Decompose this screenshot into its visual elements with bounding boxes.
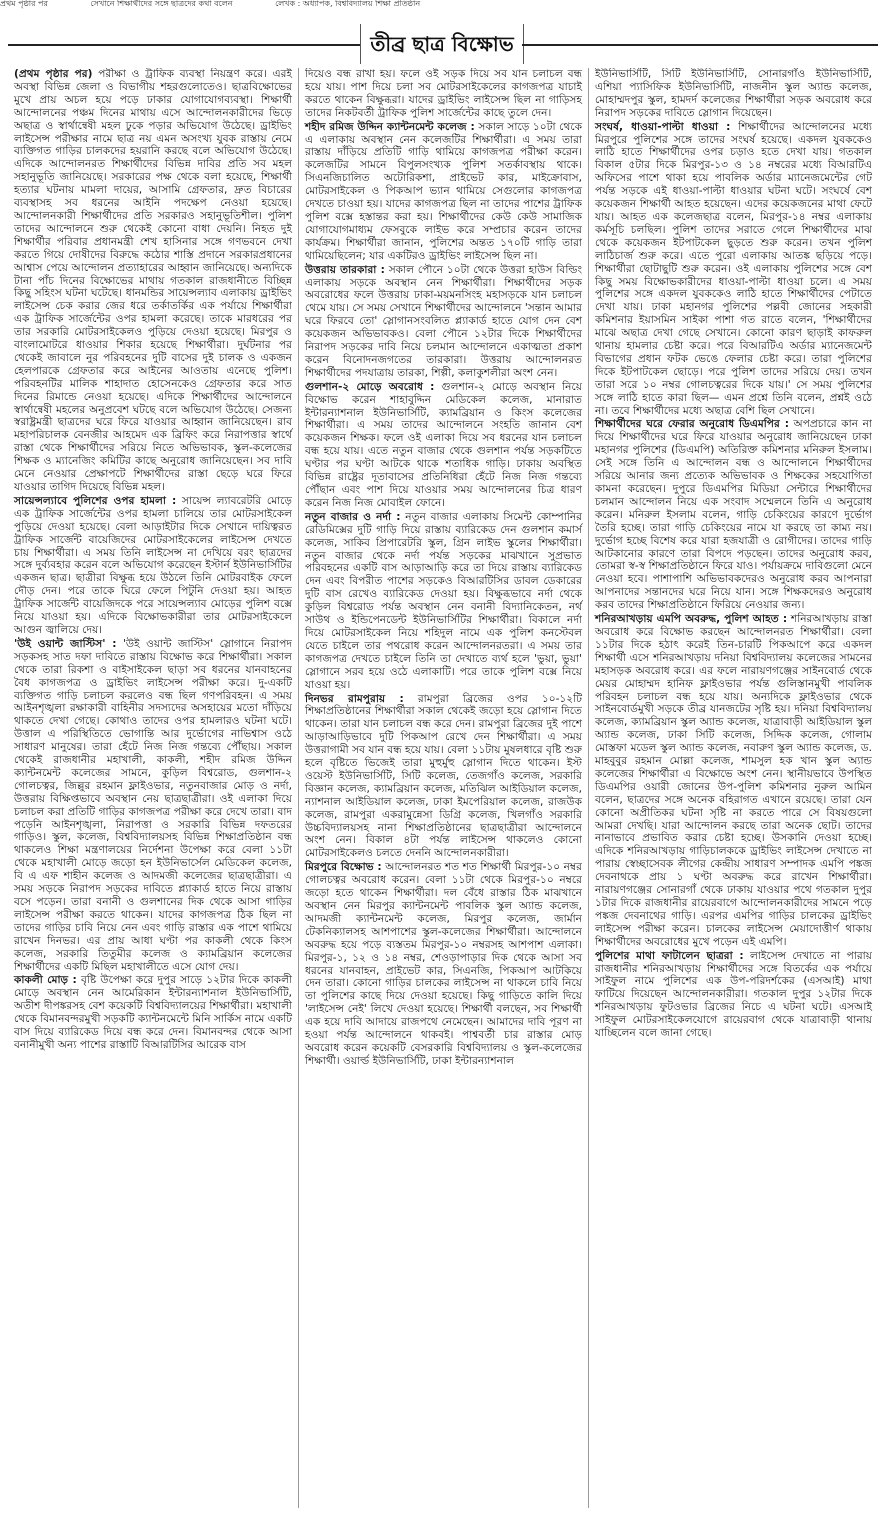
paragraph-text: আন্দোলনরত শত শত শিক্ষার্থী মিরপুর-১০ নম্বর গোলচত্বর অবরোধ করেন। বেলা ১১টা থেকে মিরপুর-১০ নম্বরে জড়ো হতে থাকেন শিক্ষার্থীরা। দল বেঁধে রাস্তার ঠিক মাঝখানে অবস্থান নেন মিরপুর ক্যান্টনমেন্ট পাবলিক স্কুল অ্যান্ড কলেজ, আদমজী ক্যান্টনমেন্ট কলেজ, মিরপুর কলেজ, জার্মান টেকনিক্যালসহ আশপাশের স্কুল-কলেজের শিক্ষার্থীরা। আন্দোলনে অবরুদ্ধ হয়ে পড়ে ব্যস্ততম মিরপুর-১০ নম্বরসহ আশপাশ এলাকা। মিরপুর-১, ১২ ও ১৪ নম্বর, শেওড়াপাড়ার দিক থেকে আসা সব ধরনের যানবাহন, প্রাইভেট কার, সিএনজি, পিকআপ আটকিয়ে দেন তারা। কোনো গাড়ির চালকের লাইসেন্স না থাকলে চাবি নিয়ে তা পুলিশের কাছে দিয়ে দেওয়া হয়েছে। কিছু গাড়িতে কালি দিয়ে 'লাইসেন্স নেই' লিখে দেওয়া হয়েছে। শিক্ষার্থী বলছেন, সব শিক্ষার্থী এক হয়ে দাবি আদায়ে রাজপথে নেমেছেন। আমাদের দাবি পূরণ না হওয়া পর্যন্ত আন্দোলনে থাকবই। পাশ্ববর্তী চার রাস্তার মোড় অবরোধ করেন কয়েকটি বেসরকারি বিশ্ববিদ্যালয় ও স্কুল-কলেজের শিক্ষার্থী। ওয়ার্ল্ড ইউনিভার্সিটি, ঢাকা ইন্টারন্যাশনাল <box>305 861 582 1067</box>
subheading: সায়েন্সল্যাবে পুলিশের ওপর হামলা : <box>14 494 177 507</box>
article-paragraph <box>305 381 582 510</box>
subheading: শিক্ষার্থীদের ঘরে ফেরার অনুরোধ ডিএমপির : <box>595 418 789 431</box>
top-strip-text: সেখানে শিক্ষার্থীদের সঙ্গে ছাত্রদের কথা বলেন <box>90 0 233 8</box>
subheading: দিনভর রামপুরায় : <box>305 692 404 705</box>
paragraph-text: পরীক্ষা ও ট্রাফিক ব্যবস্থা নিয়ন্ত্রণ করে। এরই অবস্থা বিভিন্ন জেলা ও বিভাগীয় শহরগুলোতেও। ছাত্রবিক্ষোভের মুখে প্রায় অচল হয়ে পড়ে ঢাকার যোগাযোগব্যবস্থা। শিক্ষার্থী আন্দোলনের পঞ্চম দিনের মাথায় এসে আন্দোলনকারীদের ভিড়ে অছাত্র ও স্বার্থান্বেষী মহল ঢুকে পড়ার অভিযোগ উঠেছে। ড্রাইভিং লাইসেন্স পরীক্ষার নামে ছাত্র নয় এমন অসংখ্য যুবক রাস্তায় নেমে ব্যক্তিগত গাড়ির চালকদের হয়রানি করছে বলে অভিযোগ উঠেছে। এদিকে আন্দোলনরত শিক্ষার্থীদের বিভিন্ন দাবির প্রতি সব মহল সহানুভূতি জানিয়েছে। সরকারের পক্ষ থেকে বলা হয়েছে, শিক্ষার্থী হত্যার ঘটনায় মামলা দায়ের, আসামি গ্রেফতার, দ্রুত বিচারের ব্যবস্থাসহ সব ধরনের আইনি পদক্ষেপ নেওয়া হয়েছে। আন্দোলনকারী শিক্ষার্থীদের প্রতি সরকারও সহানুভূতিশীল। পুলিশ তাদের আন্দোলনে শুরু থেকেই কোনো বাধা দেয়নি। নিহত দুই শিক্ষার্থীর পরিবার প্রধানমন্ত্রী শেখ হাসিনার সঙ্গে গণভবনে দেখা করতে গিয়ে দোষীদের বিরুদ্ধে কঠোর শাস্তি প্রদানে সরকারপ্রধানের আশ্বাস পেয়ে আন্দোলন প্রত্যাহারের আহ্বান জানিয়েছে। অন্যদিকে টানা পাঁচ দিনের বিক্ষোভের মাথায় গতকাল রাজধানীতে বিচ্ছিন্ন কিছু সহিংস ঘটনা ঘটেছে। ধানমন্ডির সায়েন্সল্যাব এলাকায় ড্রাইভিং লাইসেন্স চেক করার জের ধরে তর্কাতর্কির এক পর্যায়ে শিক্ষার্থীরা এক ট্রাফিক সার্জেন্টের ওপর হামলা করেছে। তাকে মারধরের পর তার সরকারি মোটরসাইকেলও পুড়িয়ে দেওয়া হয়েছে। মিরপুর ও বাংলামোটরে ধাওয়ার শিকার হয়েছে শিক্ষার্থীরা। দুর্ঘটনার পর থেকেই জাবালে নুর পরিবহনের দুটি বাসের দুই চালক ও একজন হেলপারকে গ্রেফতার করে আইনের আওতায় এনেছে পুলিশ। পরিবহনটির মালিক শাহাদাত হোসেনকেও গ্রেফতার করে সাত দিনের রিমান্ডে নেওয়া হয়েছে। এদিকে শিক্ষার্থীদের আন্দোলনে স্বার্থান্বেষী মহলের অনুপ্রবেশ ঘটছে বলে অভিযোগ উঠেছে। সেজন্য স্বরাষ্ট্রমন্ত্রী ছাত্রদের ঘরে ফিরে যাওয়ার আহ্বান জানিয়েছেন। রাব মহাপরিচালক বেনজীর আহমেদ এক ব্রিফিং করে নিরাপত্তার স্বার্থে রাস্তা থেকে শিক্ষার্থীদের সরিয়ে নিতে অভিভাবক, স্কুল-কলেজের শিক্ষক ও ম্যানেজিং কমিটির কাছে অনুরোধ জানিয়েছেন। সব দাবি মেনে নেওয়ার প্রেক্ষাপটে শিক্ষার্থীদের রাস্তা ছেড়ে ঘরে ফিরে যাওয়ার তাগিদ দিয়েছে বিভিন্ন মহল। <box>14 68 292 493</box>
paragraph-text: গুলশান-২ মোড়ে অবস্থান নিয়ে বিক্ষোভ করেন শাহাবুদ্দিন মেডিকেল কলেজ, মানারাত ইন্টারন্যাশনাল ইউনিভার্সিটি, ক্যামব্রিয়ান ও কিংস কলেজের শিক্ষার্থীরা। এ সময় তাদের আন্দোলনে সংহতি জানান বেশ কয়েকজন শিক্ষক। ফলে ওই এলাকা দিয়ে সব ধরনের যান চলাচল বন্ধ হয়ে যায়। এতে নতুন বাজার থেকে গুলশান পর্যন্ত সড়কটিতে ঘণ্টার পর ঘণ্টা আটকে থাকে শতাধিক গাড়ি। ঢাকায় অবস্থিত বিভিন্ন রাষ্ট্রের দূতাবাসের প্রতিনিধিরা হেঁটে নিজ নিজ গন্তব্যে পৌঁছান এবং পাশ দিয়ে যাওয়ার সময় আন্দোলনের চিত্র ধারণ করেন নিজ নিজ মোবাইল ফোনে। <box>305 380 583 509</box>
top-strip-text: লেখক : অধ্যাপক, বিশ্ববিদ্যালয় শিক্ষা প্রতিষ্ঠান <box>275 0 421 8</box>
subheading: গুলশান-২ মোড়ে অবরোধ : <box>305 380 435 393</box>
paragraph-text: 'উই ওয়ান্ট জাস্টিস' স্লোগানে নিরাপদ সড়কসহ সাত দফা দাবিতে রাস্তায় বিক্ষোভ করে শিক্ষার্থীরা। সকাল থেকে তারা রিকশা ও বাইসাইকেল ছাড়া সব ধরনের যানবাহনের বৈধ কাগজপত্র ও ড্রাইভিং লাইসেন্স পরীক্ষা করে। দু-একটি ব্যক্তিগত গাড়ি চলাচল করলেও বন্ধ ছিল গণপরিবহন। এ সময় আইনশৃঙ্খলা রক্ষাকারী বাহিনীর সদস্যদের অসহায়ের মতো দাঁড়িয়ে থাকতে দেখা গেছে। কোথাও তাদের ওপর হামলারও ঘটনা ঘটে। উত্তাল এ পরিস্থিতিতে ভোগান্তি আর দুর্ভোগের নাভিশ্বাস ওঠে সাধারণ মানুষের। তারা হেঁটে নিজ নিজ গন্তব্যে পৌঁছায়। সকাল থেকেই রাজধানীর মহাখালী, কাকলী, শহীদ রমিজ উদ্দিন ক্যান্টনমেন্ট কলেজের সামনে, কুড়িল বিশ্বরোড, গুলশান-২ গোলচত্বর, জিল্লুর রহমান ফ্লাইওভার, নতুনবাজার মোড় ও নর্দা, উত্তরায় বিক্ষিপ্তভাবে অবস্থান নেয় ছাত্রছাত্রীরা। ওই এলাকা দিয়ে চলাচল করা প্রতিটি গাড়ির কাগজপত্র পরীক্ষা করে দেখে তারা। বাদ পড়েনি আইনশৃঙ্খলা, নিরাপত্তা ও সরকারি বিভিন্ন দফতরের গাড়িও। স্কুল, কলেজ, বিশ্ববিদ্যালয়সহ বিভিন্ন শিক্ষাপ্রতিষ্ঠান বন্ধ থাকলেও শিক্ষা মন্ত্রণালয়ের নির্দেশনা উপেক্ষা করে বেলা ১১টা থেকে মহাখালী মোড়ে জড়ো হন ইউনিভার্সেল মেডিকেল কলেজ, বি এ এফ শাহীন কলেজ ও আদমজী কলেজের ছাত্রছাত্রীরা। এ সময় সড়কে নিরাপদ সড়কের দাবিতে প্ল্যাকার্ড হাতে নিয়ে রাস্তায় বসে পড়েন। তারা বনানী ও গুলশানের দিক থেকে আসা গাড়ির লাইসেন্স পরীক্ষা করতে থাকেন। যাদের কাগজপত্র ঠিক ছিল না তাদের গাড়ির চাবি নিয়ে নেন এবং গাড়ি রাস্তার এক পাশে থামিয়ে রাখেন দিনভর। এর প্রায় আধা ঘণ্টা পর কাকলী থেকে কিংস কলেজ, সরকারি তিতুমীর কলেজ ও ক্যামব্রিয়ান কলেজের শিক্ষার্থীদের একটি মিছিল মহাখালীতে এসে যোগ দেয়। <box>14 637 292 973</box>
subheading: শনিরআখড়ায় এমপি অবরুদ্ধ, পুলিশ আহত : <box>595 613 788 626</box>
article-column-1 <box>8 68 298 1508</box>
headline-bar <box>0 24 885 64</box>
article-paragraph <box>595 950 872 1040</box>
cropped-top-strip <box>0 0 885 9</box>
article-paragraph <box>595 418 872 612</box>
article-paragraph <box>14 638 292 974</box>
subheading: কাকলী মোড় : <box>14 974 77 987</box>
subheading: উত্তরায় তারকারা : <box>305 263 385 276</box>
subheading: মিরপুরে বিক্ষোভ : <box>305 861 382 874</box>
article-paragraph <box>305 121 582 263</box>
subheading: শহীদ রমিজ উদ্দিন ক্যান্টনমেন্ট কলেজ : <box>305 120 475 133</box>
article-paragraph <box>305 511 582 692</box>
headline-rule-left <box>8 44 360 46</box>
subheading: (প্রথম পৃষ্ঠার পর) <box>14 68 93 80</box>
paragraph-text: সকাল সাড়ে ১০টা থেকে এ এলাকায় অবস্থান নেন কলেজটির শিক্ষার্থীরা। এ সময় তারা রাস্তায় দাঁড়িয়ে প্রতিটি গাড়ি থামিয়ে কাগজপত্র পরীক্ষা করেন। কলেজটির সামনে বিপুলসংখ্যক পুলিশ সতর্কাবস্থায় থাকে। সিএনজিচালিত অটোরিকশা, প্রাইভেট কার, মাইক্রোবাস, মোটরসাইকেল ও পিকআপ ভ্যান থামিয়ে সেগুলোর কাগজপত্র দেখতে চাওয়া হয়। যাদের কাগজপত্র ছিল না তাদের পাশের ট্রাফিক পুলিশ বক্সে হস্তান্তর করা হয়। শিক্ষার্থীদের কেউ কেউ সামাজিক যোগাযোগমাধ্যম ফেসবুকে লাইভ করে সম্প্রচার করেন তাদের কার্যক্রম। শিক্ষার্থীরা জানান, পুলিশের অন্তত ১৭০টি গাড়ি তারা থামিয়েছিলেন; যার একটিরও ড্রাইভিং লাইসেন্স ছিল না। <box>305 120 582 262</box>
top-strip-text: প্রথম পৃষ্ঠার পর <box>0 0 48 8</box>
paragraph-text: রামপুরা ব্রিজের ওপর ১০-১২টি শিক্ষাপ্রতিষ্ঠানের শিক্ষার্থীরা সকাল থেকেই জড়ো হয়ে স্লোগান দিতে থাকেন। তারা যান চলাচল বন্ধ করে দেন। রামপুরা ব্রিজের দুই পাশে আড়াআড়িভাবে দুটি পিকআপ রেখে দেন শিক্ষার্থীরা। এ সময় উত্তরাগামী সব যান বন্ধ হয়ে যায়। বেলা ১১টায় মুষলধারে বৃষ্টি শুরু হলে বৃষ্টিতে ভিজেই তারা মুহুর্মুহু স্লোগান দিতে থাকেন। ইস্ট ওয়েস্ট ইউনিভার্সিটি, সিটি কলেজ, তেজগাঁও কলেজ, সরকারি বিজ্ঞান কলেজ, ক্যামব্রিয়ান কলেজ, মতিঝিল আইডিয়াল কলেজ, ন্যাশনাল আইডিয়াল কলেজ, ঢাকা ইমপেরিয়াল কলেজ, রাজউক কলেজ, রামপুরা একরামুন্নেসা ডিগ্রি কলেজ, খিলগাঁও সরকারি উচ্চবিদ্যালয়সহ নানা শিক্ষাপ্রতিষ্ঠানের ছাত্রছাত্রীরা আন্দোলনে অংশ নেন। বিকাল ৪টা পর্যন্ত লাইসেন্স থাকলেও কোনো মোটরসাইকেলও চলতে দেননি আন্দোলনকারীরা। <box>305 692 582 860</box>
article-paragraph <box>595 121 872 418</box>
article-body <box>8 68 878 1508</box>
subheading: নতুন বাজার ও নর্দা : <box>305 510 401 523</box>
subheading: সংঘর্ষ, ধাওয়া-পাল্টা ধাওয়া : <box>595 120 731 133</box>
paragraph-text: সকাল পৌনে ১০টা থেকে উত্তরা হাউস বিল্ডিং এলাকায় সড়কে অবস্থান নেন শিক্ষার্থীরা। শিক্ষার্থীদের সড়ক অবরোধের ফলে উত্তরায় ঢাকা-ময়মনসিংহ মহাসড়কে যান চলাচল থেমে যায়। সে সময় সেখানে শিক্ষার্থীদের আন্দোলনে 'সন্তান আমার ঘরে ফিরবে তো' স্লোগানসংবলিত প্ল্যাকার্ড হাতে যোগ দেন বেশ কয়েকজন অভিভাবকও। বেলা পৌনে ১২টার দিকে শিক্ষার্থীদের নিরাপদ সড়কের দাবি নিয়ে চলমান আন্দোলনে একাত্মতা প্রকাশ করেন বিনোদনজগতের তারকারা। উত্তরায় আন্দোলনরত শিক্ষার্থীদের পদযাত্রায় তারকা, শিল্পী, কলাকুশলীরা অংশ নেন। <box>305 263 583 379</box>
paragraph-text: শনিরআখড়ায় রাস্তা অবরোধ করে বিক্ষোভ করছেন আন্দোলনরত শিক্ষার্থীরা। বেলা ১১টার দিকে হঠাৎ করেই তিন-চারটি পিকআপে করে একদল শিক্ষার্থী এসে শনিরআখড়ায় দনিয়া বিশ্ববিদ্যালয় কলেজের সামনের মহাসড়ক অবরোধ করে। এর ফলে নারায়ণগঞ্জের সাইনবোর্ড থেকে মেয়র মোহাম্মদ হানিফ ফ্লাইওভার পর্যন্ত গুলিস্তানমুখী পাবলিক পরিবহন চলাচল বন্ধ হয়ে যায়। অন্যদিকে ফ্লাইওভার থেকে সাইনবোর্ডমুখী সড়কে তীব্র যানজটের সৃষ্টি হয়। দনিয়া বিশ্ববিদ্যালয় কলেজ, ক্যামব্রিয়ান স্কুল অ্যান্ড কলেজ, যাত্রাবাড়ী আইডিয়াল স্কুল অ্যান্ড কলেজ, ঢাকা সিটি কলেজ, সিদ্দিক কলেজ, গোলাম মোস্তফা মডেল স্কুল অ্যান্ড কলেজ, নবারুণ স্কুল অ্যান্ড কলেজ, ড. মাহবুবুর রহমান মোল্লা কলেজ, শামসুল হক খান স্কুল অ্যান্ড কলেজের শিক্ষার্থীরা এ বিক্ষোভে অংশ নেন। স্থানীয়ভাবে উপস্থিত ডিএমপির ওয়ারী জোনের উপ-পুলিশ কমিশনার নুরুল আমিন বলেন, ছাত্রদের সঙ্গে অনেক বহিরাগত এখানে রয়েছে। তারা যেন কোনো অপ্রীতিকর ঘটনা সৃষ্টি না করতে পারে সে বিষয়গুলো আমরা দেখছি। যারা আন্দোলন করছে তারা অনেক ছোট। তাদের নানাভাবে প্রভাবিত করার চেষ্টা হচ্ছে। উসকানি দেওয়া হচ্ছে। এদিকে শনিরআখড়ায় গাড়িচালককে ড্রাইভিং লাইসেন্স দেখাতে না পারায় স্বেচ্ছাসেবক লীগের কেন্দ্রীয় সাধারণ সম্পাদক এমপি পঙ্কজ দেবনাথকে প্রায় ১ ঘণ্টা অবরুদ্ধ করে রাখেন শিক্ষার্থীরা। নারায়ণগঞ্জের সোনারগাঁ থেকে ঢাকায় যাওয়ার পথে গতকাল দুপুর ১টার দিকে রাজধানীর রায়েরবাগে আন্দোলনকারীদের সামনে পড়ে পঙ্কজ দেবনাথের গাড়ি। এরপর এমপির গাড়ির চালকের ড্রাইভিং লাইসেন্স পরীক্ষা করেন। চালকের লাইসেন্স মেয়াদোত্তীর্ণ থাকায় শিক্ষার্থীদের অবরোধের মুখে পড়েন এই এমপি। <box>595 613 872 948</box>
paragraph-text: দিয়েও বন্ধ রাখা হয়। ফলে ওই সড়ক দিয়ে সব যান চলাচল বন্ধ হয়ে যায়। পাশ দিয়ে চলা সব মোটরসাইকেলের কাগজপত্র যাচাই করতে থাকেন বিক্ষুব্ধরা। যাদের ড্রাইভিং লাইসেন্স ছিল না গাড়িসহ তাদের নিকটবর্তী ট্রাফিক পুলিশ সার্জেন্টের কাছে তুলে দেন। <box>305 68 582 119</box>
article-paragraph <box>14 68 292 494</box>
paragraph-text: নতুন বাজার এলাকায় সিমেন্ট কোম্পানির রেডিমিক্সের দুটি গাড়ি দিয়ে রাস্তায় ব্যারিকেড দেন গুলশান কমার্স কলেজ, সাকিব প্রিপারেটরি স্কুল, গ্রিন লাইভ স্কুলের শিক্ষার্থীরা। নতুন বাজার থেকে নর্দা পর্যন্ত সড়কের মাঝখানে সুপ্রভাত পরিবহনের একটি বাস আড়াআড়ি করে তা দিয়ে রাস্তায় ব্যারিকেড দেন এবং বিপরীত পাশের সড়কেও বিআরটিসির ডাবল ডেকারের দুটি বাস রেখেও ব্যারিকেড দেওয়া হয়। বিক্ষুব্ধভাবে নর্দা থেকে কুড়িল বিশ্বরোড পর্যন্ত অবস্থান নেন বনানী বিদ্যানিকেতন, নর্থ সাউথ ও ইন্ডিপেনডেন্ট ইউনিভার্সিটির শিক্ষার্থীরা। বিকালে নর্দা দিয়ে মোটরসাইকেল নিয়ে শহিদুল নামে এক পুলিশ কনস্টেবল যেতে চাইলে তার পথরোধ করেন আন্দোলনরতরা। এ সময় তার কাগজপত্র দেখতে চাইলে তিনি তা দেখাতে ব্যর্থ হলে 'ভুয়া, ভুয়া' স্লোগানে সরব হয়ে ওঠে এলাকাটি। পরে তাকে পুলিশ বক্সে নিয়ে যাওয়া হয়। <box>305 510 582 691</box>
article-headline: তীব্র ছাত্র বিক্ষোভ <box>360 24 524 64</box>
article-paragraph <box>14 974 292 1051</box>
article-paragraph <box>305 861 582 1068</box>
paragraph-text: বৃষ্টি উপেক্ষা করে দুপুর সাড়ে ১২টার দিকে কাকলী মোড়ে অবস্থান নেন আমেরিকান ইন্টারন্যাশনাল ইউনিভার্সিটি, অতীশ দীপঙ্করসহ বেশ কয়েকটি বিশ্ববিদ্যালয়ের শিক্ষার্থীরা। মহাখালী থেকে বিমানবন্দরমুখী সড়কটি ক্যান্টনমেন্টে মিনি সার্কিস নামে একটি বাস দিয়ে ব্যারিকেড দিয়ে বন্ধ করে দেন। বিমানবন্দর থেকে আসা বনানীমুখী অন্য পাশের রাস্তাটি বিআরটিসির আরেক বাস <box>14 974 293 1051</box>
article-paragraph <box>305 264 582 380</box>
headline-rule-right <box>522 44 878 46</box>
article-paragraph <box>14 495 292 637</box>
paragraph-text: ইউনিভার্সিটি, সিটি ইউনিভার্সিটি, সোনারগাঁও ইউনিভার্সিটি, এশিয়া প্যাসিফিক ইউনিভার্সিটি, নাজনীন স্কুল অ্যান্ড কলেজ, মোহাম্মদপুর স্কুল, হামদর্দ কলেজের শিক্ষার্থীরা সড়ক অবরোধ করে নিরাপদ সড়কের দাবিতে স্লোগান দিয়েছেন। <box>595 68 872 119</box>
subheading: 'উই ওয়ান্ট জাস্টিস' : <box>14 637 117 650</box>
article-column-3 <box>588 68 878 1508</box>
paragraph-text: লাইসেন্স দেখাতে না পারায় রাজধানীর শনিরআখড়ায় শিক্ষার্থীদের সঙ্গে বিতর্কের এক পর্যায়ে সাইফুল নামে পুলিশের এক উপ-পরিদর্শকের (এসআই) মাথা ফাটিয়ে দিয়েছেন আন্দোলনকারীরা। গতকাল দুপুর ১২টার দিকে শনিরআখড়ায় ফুটওভার ব্রিজের নিচে এ ঘটনা ঘটে। এসআই সাইফুল মোটরসাইকেলযোগে রায়েরবাগ থেকে যাত্রাবাড়ী থানায় যাচ্ছিলেন বলে জানা গেছে। <box>595 949 872 1040</box>
article-paragraph <box>595 613 872 949</box>
article-column-2 <box>298 68 588 1508</box>
article-paragraph <box>595 68 872 120</box>
paragraph-text: শিক্ষার্থীদের আন্দোলনের মধ্যে মিরপুরে পুলিশের সঙ্গে তাদের সংঘর্ষ হয়েছে। একদল যুবককেও লাঠি হাতে শিক্ষার্থীদের ওপর চড়াও হতে দেখা যায়। গতকাল বিকাল ৫টার দিকে মিরপুর-১৩ ও ১৪ নম্বরের মধ্যে বিআরটিএ অফিসের পাশে থাকা হয়ে পাবলিক অর্ডার ম্যানেজমেন্টের গেট পর্যন্ত সড়কে এই ধাওয়া-পাল্টা ধাওয়ার ঘটনা ঘটে। সংঘর্ষে বেশ কয়েকজন শিক্ষার্থী আহত হয়েছেন। এদের কয়েকজনের মাথা ফেটে যায়। আহত এক কলেজছাত্র বলেন, মিরপুর-১৪ নম্বর এলাকায় কর্মসূচি চলছিল। পুলিশ তাদের সরাতে গেলে শিক্ষার্থীদের মাঝ থেকে কয়েকজন ইটপাটকেল ছুড়তে শুরু করেন। তখন পুলিশ লাঠিচার্জ শুরু করে। এতে পুরো এলাকায় আতঙ্ক ছড়িয়ে পড়ে। শিক্ষার্থীরা ছোটাছুটি শুরু করেন। ওই এলাকায় পুলিশের সঙ্গে বেশ কিছু সময় বিক্ষোভকারীদের ধাওয়া-পাল্টা ধাওয়া চলে। এ সময় পুলিশের সঙ্গে একদল যুবককেও লাঠি হাতে শিক্ষার্থীদের পেটাতে দেখা যায়। ঢাকা মহানগর পুলিশের পল্লবী জোনের সহকারী কমিশনার ইয়াসমিন সাইকা পাশা গত রাতে বলেন, 'শিক্ষার্থীদের মাঝে অছাত্র দেখা গেছে সেখানে। কোনো কারণ ছাড়াই কাফরুল থানায় হামলার চেষ্টা করে। পরে বিআরটিএ অর্ডার ম্যানেজমেন্ট বিভাগের প্রধান ফটক ভেঙে ফেলার চেষ্টা করে। তারা পুলিশের দিকে ইটপাটকেল ছোড়ে। পরে পুলিশ তাদের সরিয়ে দেয়। তখন তারা সরে ১০ নম্বর গোলচত্বরের দিকে যায়।' সে সময় পুলিশের সঙ্গে লাঠি হাতে কারা ছিল— এমন প্রশ্নে তিনি বলেন, প্রশ্নই ওঠে না। তবে শিক্ষার্থীদের মধ্যে অছাত্র বেশি ছিল সেখানে। <box>595 120 872 417</box>
subheading: পুলিশের মাথা ফাটালেন ছাত্ররা : <box>595 949 744 962</box>
article-paragraph <box>305 68 582 120</box>
paragraph-text: সায়েন্স ল্যাবরেটরি মোড়ে এক ট্রাফিক সার্জেন্টের ওপর হামলা চালিয়ে তার মোটরসাইকেল পুড়িয়ে দেওয়া হয়েছে। বেলা আড়াইটার দিকে সেখানে দায়িত্বরত ট্রাফিক সার্জেন্ট বায়েজিদের মোটরসাইকেলের লাইসেন্স দেখতে চায় শিক্ষার্থীরা। এ সময় তিনি লাইসেন্স না দেখিয়ে বরং ছাত্রদের সঙ্গে দুর্ব্যবহার করেন বলে অভিযোগ করেছেন ইস্টার্ন ইউনিভার্সিটির একজন ছাত্র। ছাত্রীরা বিক্ষুব্ধ হয়ে উঠলে তিনি মোটরবাইক ফেলে দৌড় দেন। পরে তাকে ঘিরে ফেলে পিটুনি দেওয়া হয়। আহত ট্রাফিক সার্জেন্ট বায়েজিদকে পরে সায়েন্সল্যাব মোড়ের পুলিশ বক্সে নিয়ে যাওয়া হয়। এদিকে বিক্ষোভকারীরা তার মোটরসাইকেলে আগুন জ্বালিয়ে দেয়। <box>14 494 292 636</box>
paragraph-text: অপপ্রচারে কান না দিয়ে শিক্ষার্থীদের ঘরে ফিরে যাওয়ার অনুরোধ জানিয়েছেন ঢাকা মহানগর পুলিশের (ডিএমপি) অতিরিক্ত কমিশনার মনিরুল ইসলাম। সেই সঙ্গে তিনি এ আন্দোলন বন্ধ ও আন্দোলনে শিক্ষার্থীদের সরিয়ে আনার জন্য প্রত্যেক অভিভাবক ও শিক্ষকের সহযোগিতা কামনা করেছেন। দুপুরে ডিএমপির মিডিয়া সেন্টারে শিক্ষার্থীদের চলমান আন্দোলন নিয়ে এক সংবাদ সম্মেলনে তিনি এ অনুরোধ করেন। মনিরুল ইসলাম বলেন, গাড়ি চেকিংয়ের কারণে দুর্ভোগ তৈরি হচ্ছে। তারা গাড়ি চেকিংয়ের নামে যা করছে তা কাম্য নয়। দুর্ভোগ হচ্ছে বিশেষ করে যারা হজযাত্রী ও রোগীদের। তাদের গাড়ি আটকানোর কারণে তারা বিপদে পড়ছেন। তাদের অনুরোধ করব, তোমরা স্ব-স্ব শিক্ষাপ্রতিষ্ঠানে ফিরে যাও। পর্যায়ক্রমে দাবিগুলো মেনে নেওয়া হবে। পাশাপাশি অভিভাবকদেরও অনুরোধ করব আপনারা আপনাদের সন্তানদের ঘরে নিয়ে যান। সঙ্গে শিক্ষকদেরও অনুরোধ করব তাদের শিক্ষাপ্রতিষ্ঠানে ফিরিয়ে নেওয়ার জন্য। <box>595 418 872 612</box>
article-paragraph <box>305 693 582 861</box>
